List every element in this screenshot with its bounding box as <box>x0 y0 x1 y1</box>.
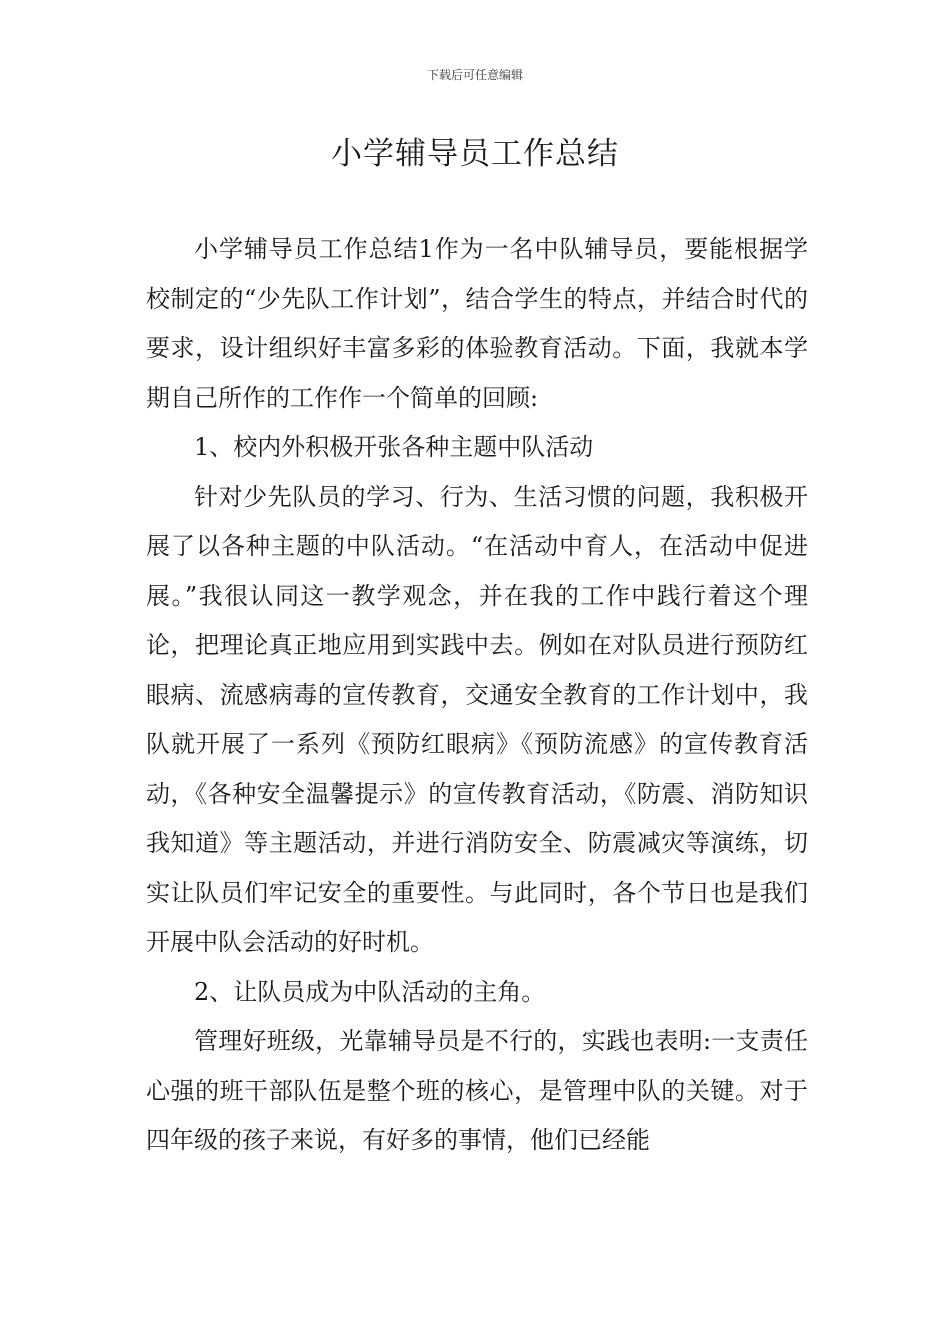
paragraph-intro: 小学辅导员工作总结1作为一名中队辅导员，要能根据学校制定的“少先队工作计划”，结合学生的特点，并结合时代的要求，设计组织好丰富多彩的体验教育活动。下面，我就本学期自己所作的工作作一个简单的回顾: <box>146 235 808 412</box>
document-body <box>146 225 808 1166</box>
paragraph-management: 管理好班级，光靠辅导员是不行的，实践也表明:一支责任心强的班干部队伍是整个班的核心，是管理中队的关键。对于四年级的孩子来说，有好多的事情，他们已经能 <box>146 1027 808 1154</box>
document-title: 小学辅导员工作总结 <box>331 136 619 172</box>
header-note: 下载后可任意编辑 <box>426 68 523 82</box>
paragraph-activities: 针对少先队员的学习、行为、生活习惯的问题，我积极开展了以各种主题的中队活动。“在活动中育人，在活动中促进展。”我很认同这一教学观念，并在我的工作中践行着这个理论，把理论真正地应用到实践中去。例如在对队员进行预防红眼病、流感病毒的宣传教育，交通安全教育的工作计划中，我队就开展了一系列《预防红眼病》《预防流感》的宣传教育活动，《各种安全温馨提示》的宣传教育活动，《防震、消防知识我知道》等主题活动，并进行消防安全、防震减灾等演练，切实让队员们牢记安全的重要性。与此同时，各个节日也是我们开展中队会活动的好时机。 <box>146 482 808 956</box>
section-heading-2: 2、让队员成为中队活动的主角。 <box>194 977 546 1006</box>
section-heading-1: 1、校内外积极开张各种主题中队活动 <box>194 433 594 461</box>
